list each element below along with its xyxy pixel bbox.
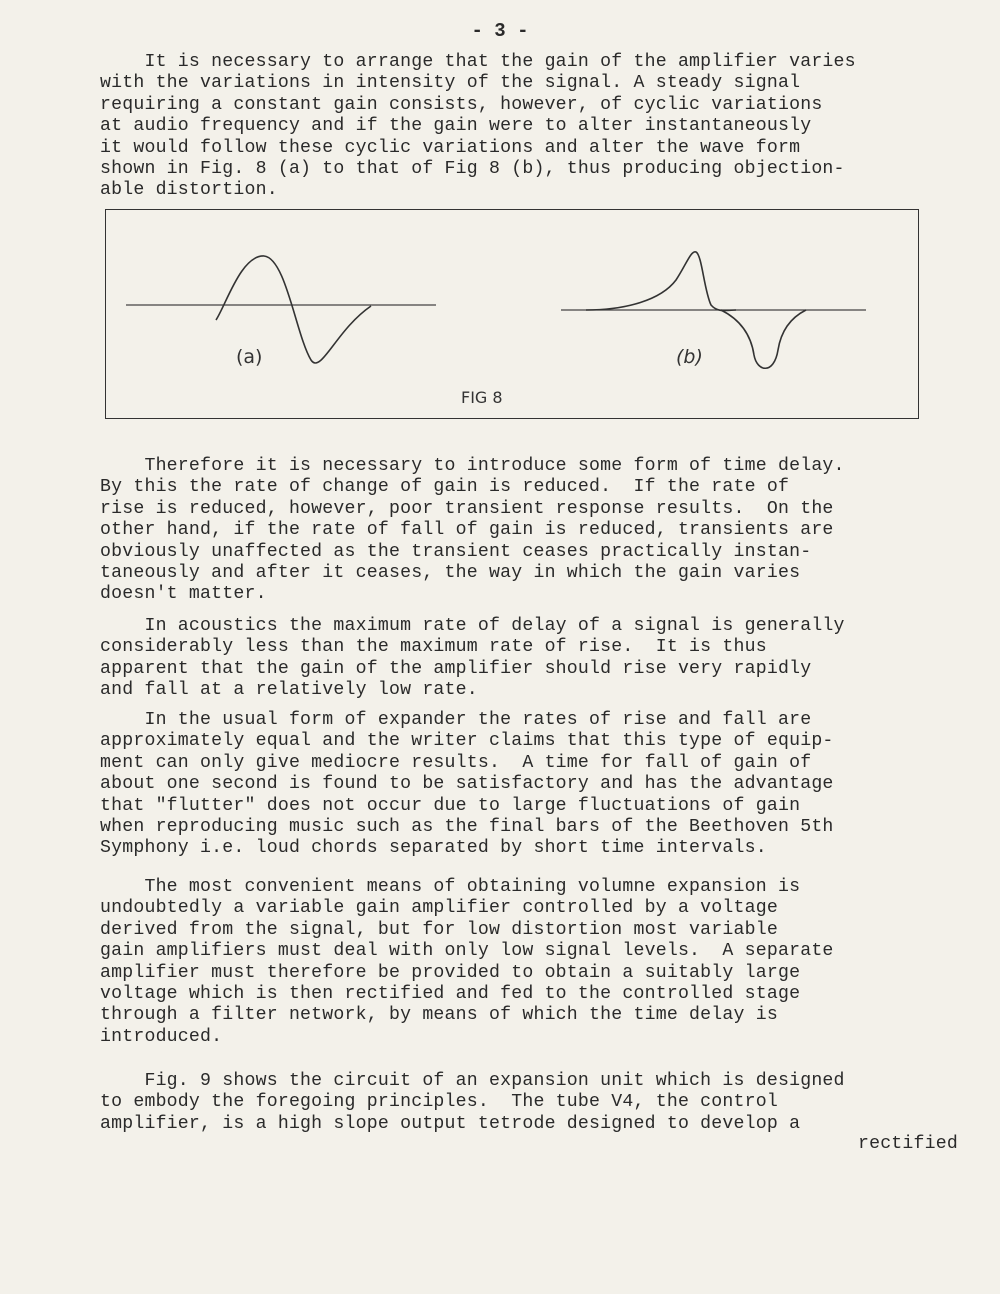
paragraph-3	[100, 616, 960, 702]
text-line: Fig. 9 shows the circuit of an expansion unit which is designed	[100, 1071, 845, 1091]
text-line: undoubtedly a variable gain amplifier controlled by a voltage	[100, 898, 778, 919]
text-line: doesn't matter.	[100, 584, 267, 605]
text-line: taneously and after it ceases, the way in which the gain varies	[100, 563, 801, 584]
text-line: introduced.	[100, 1026, 223, 1047]
page-number: - 3 -	[471, 20, 529, 42]
figure-8	[105, 209, 919, 419]
text-line: In acoustics the maximum rate of delay of a signal is generally	[100, 616, 845, 636]
catchword: rectified	[857, 1134, 958, 1154]
text-line: and fall at a relatively low rate.	[100, 680, 478, 701]
text-line: obviously unaffected as the transient ceases practically instan-	[100, 541, 812, 562]
paragraph-6	[100, 1071, 960, 1135]
text-line: In the usual form of expander the rates of rise and fall are	[100, 710, 812, 730]
paragraph-4	[100, 710, 960, 860]
text-line: requiring a constant gain consists, however, of cyclic variations	[100, 94, 823, 115]
paragraph-1	[100, 52, 960, 202]
text-line: about one second is found to be satisfactory and has the advantage	[100, 774, 834, 795]
text-line: to embody the foregoing principles. The tube V4, the control	[100, 1092, 778, 1113]
text-line: By this the rate of change of gain is reduced. If the rate of	[100, 477, 790, 498]
text-line: Symphony i.e. loud chords separated by short time intervals.	[100, 838, 767, 859]
waveform-b-top	[586, 252, 736, 311]
text-line: The most convenient means of obtaining volumne expansion is	[100, 877, 801, 897]
text-line: it would follow these cyclic variations and alter the wave form	[100, 137, 801, 158]
text-line: other hand, if the rate of fall of gain is reduced, transients are	[100, 520, 834, 541]
text-line: derived from the signal, but for low distortion most variable	[100, 919, 778, 940]
text-line: shown in Fig. 8 (a) to that of Fig 8 (b), thus producing objection-	[100, 159, 845, 180]
figure-label-b: (b)	[676, 346, 703, 368]
text-line: ment can only give mediocre results. A time for fall of gain of	[100, 752, 812, 773]
text-line: rise is reduced, however, poor transient response results. On the	[100, 498, 834, 519]
figure-label-a: (a)	[236, 346, 263, 368]
text-line: It is necessary to arrange that the gain of the amplifier varies	[100, 52, 856, 72]
text-line: at audio frequency and if the gain were to alter instantaneously	[100, 116, 812, 137]
text-line: voltage which is then rectified and fed to the controlled stage	[100, 984, 801, 1005]
figure-caption: FIG 8	[461, 388, 503, 407]
paragraph-2	[100, 456, 960, 606]
waveform-b-bottom	[721, 310, 806, 368]
text-line: amplifier must therefore be provided to obtain a suitably large	[100, 962, 801, 983]
text-line: Therefore it is necessary to introduce some form of time delay.	[100, 456, 845, 476]
text-line: that "flutter" does not occur due to large fluctuations of gain	[100, 795, 801, 816]
text-line: apparent that the gain of the amplifier should rise very rapidly	[100, 658, 812, 679]
text-line: when reproducing music such as the final bars of the Beethoven 5th	[100, 817, 834, 838]
text-line: with the variations in intensity of the signal. A steady signal	[100, 73, 801, 94]
text-line: amplifier, is a high slope output tetrode designed to develop a	[100, 1113, 801, 1134]
text-line: gain amplifiers must deal with only low signal levels. A separate	[100, 941, 834, 962]
figure-8-drawing	[106, 210, 920, 420]
text-line: through a filter network, by means of which the time delay is	[100, 1005, 778, 1026]
text-line: considerably less than the maximum rate of rise. It is thus	[100, 637, 767, 658]
text-line: able distortion.	[100, 180, 278, 201]
text-line: approximately equal and the writer claims that this type of equip-	[100, 731, 834, 752]
paragraph-5	[100, 877, 960, 1048]
